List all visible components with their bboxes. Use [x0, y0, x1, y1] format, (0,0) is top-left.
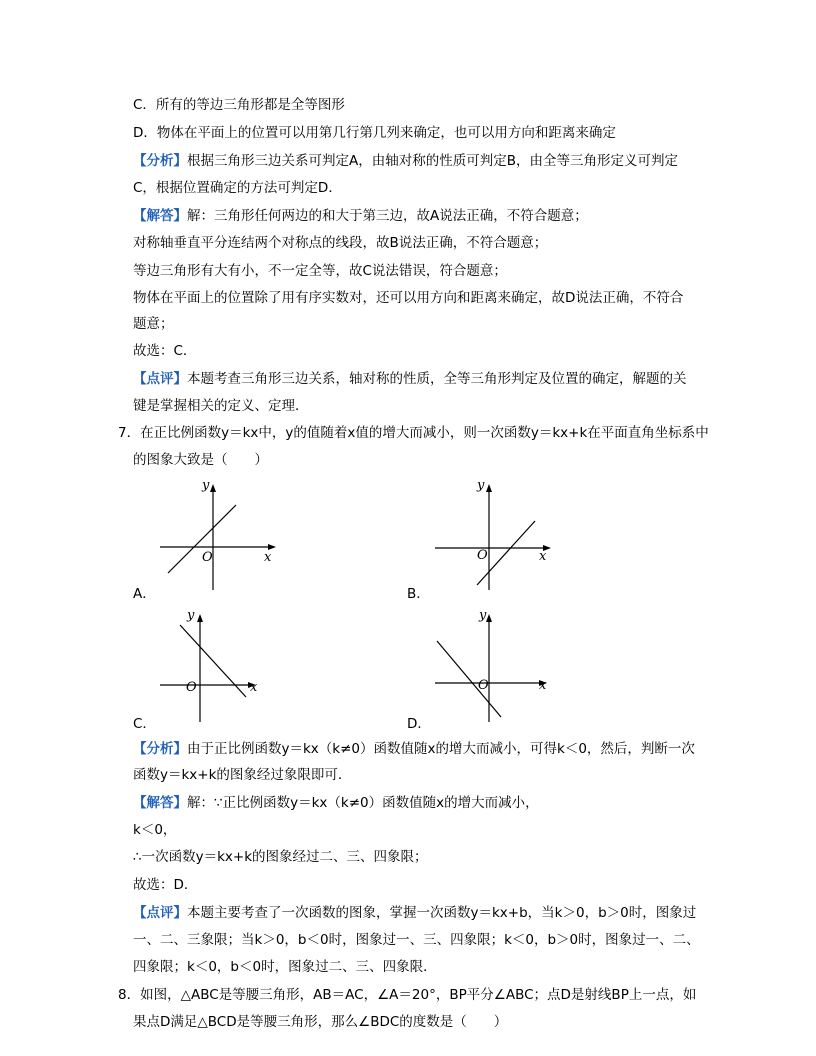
y-axis-label: y	[187, 608, 195, 623]
comment-text: 本题考查三角形三边关系，轴对称的性质，全等三角形判定及位置的确定，解题的关	[187, 371, 687, 387]
option-c-text: C．所有的等边三角形都是全等图形	[133, 97, 345, 113]
option-c-label: C．	[133, 716, 156, 732]
x-axis-label: x	[539, 549, 547, 564]
origin-label: O	[202, 550, 213, 565]
graph-option-c	[150, 605, 280, 725]
comment-tag: 【点评】	[133, 905, 187, 921]
option-d-text: D．物体在平面上的位置可以用第几行第几列来确定，也可以用方向和距离来确定	[133, 125, 616, 141]
option-d-label: D．	[407, 716, 431, 732]
q7-answer-line: ∴一次函数y＝kx+k的图象经过二、三、四象限；	[133, 849, 428, 865]
y-axis-label: y	[202, 478, 210, 493]
q7-answer-line: k＜0，	[133, 822, 177, 838]
q7-comment-cont: 四象限；k＜0，b＜0时，图象过二、三、四象限．	[133, 959, 437, 975]
answer-line: 等边三角形有大有小，不一定全等，故C说法错误，符合题意；	[133, 263, 507, 279]
comment-paragraph	[133, 370, 687, 388]
q7-stem: 7．在正比例函数y＝kx中，y的值随着x值的增大而减小，则一次函数y＝kx+k在平面直角坐标系中	[118, 425, 709, 441]
y-axis-label: y	[477, 478, 485, 493]
analysis-paragraph	[133, 152, 678, 170]
q7-answer-paragraph	[133, 794, 539, 812]
origin-label: O	[478, 678, 489, 693]
q7-comment-paragraph	[133, 904, 696, 922]
answer-line: 对称轴垂直平分连结两个对称点的线段，故B说法正确，不符合题意；	[133, 235, 548, 251]
answer-tag: 【解答】	[133, 208, 187, 224]
answer-choice: 故选：C．	[133, 343, 197, 359]
answer-text: 解：三角形任何两边的和大于第三边，故A说法正确，不符合题意；	[187, 208, 588, 224]
option-a-label: A．	[133, 586, 156, 602]
q8-stem-cont: 果点D满足△BCD是等腰三角形，那么∠BDC的度数是（ ）	[133, 1014, 508, 1030]
answer-paragraph	[133, 207, 588, 225]
answer-line: 题意；	[133, 316, 174, 332]
origin-label: O	[477, 548, 488, 563]
q7-comment-cont: 一、二、三象限；当k＞0，b＜0时，图象过一、三、四象限；k＜0，b＞0时，图象过一、二、	[133, 932, 700, 948]
q8-stem: 8．如图，△ABC是等腰三角形，AB＝AC，∠A＝20°，BP平分∠ABC；点D是射线BP上一点，如	[118, 987, 697, 1003]
analysis-text-cont: C，根据位置确定的方法可判定D．	[133, 180, 342, 196]
origin-label: O	[186, 680, 197, 695]
graph-option-b	[425, 475, 555, 595]
option-b-label: B．	[407, 586, 430, 602]
x-axis-label: x	[539, 678, 547, 693]
analysis-tag: 【分析】	[133, 741, 187, 757]
graph-option-d	[425, 605, 555, 725]
comment-text: 本题主要考查了一次函数的图象，掌握一次函数y＝kx+b，当k＞0，b＞0时，图象过	[187, 905, 697, 921]
analysis-text: 由于正比例函数y＝kx（k≠0）函数值随x的增大而减小，可得k＜0，然后，判断一次	[187, 741, 695, 757]
q7-analysis-cont: 函数y＝kx+k的图象经过象限即可．	[133, 767, 352, 783]
y-axis-label: y	[479, 608, 487, 623]
comment-text-cont: 键是掌握相关的定义、定理．	[133, 398, 309, 414]
x-axis-label: x	[250, 680, 258, 695]
x-axis-label: x	[264, 550, 272, 565]
graph-option-a	[150, 475, 280, 595]
analysis-text: 根据三角形三边关系可判定A，由轴对称的性质可判定B，由全等三角形定义可判定	[187, 153, 678, 169]
q7-stem-cont: 的图象大致是（ ）	[133, 452, 268, 468]
q7-answer-choice: 故选：D．	[133, 877, 198, 893]
q7-analysis-paragraph	[133, 740, 695, 758]
answer-tag: 【解答】	[133, 795, 187, 811]
comment-tag: 【点评】	[133, 371, 187, 387]
analysis-tag: 【分析】	[133, 153, 187, 169]
answer-line: 物体在平面上的位置除了用有序实数对，还可以用方向和距离来确定，故D说法正确，不符合	[133, 290, 684, 306]
answer-text: 解：∵正比例函数y＝kx（k≠0）函数值随x的增大而减小，	[187, 795, 539, 811]
